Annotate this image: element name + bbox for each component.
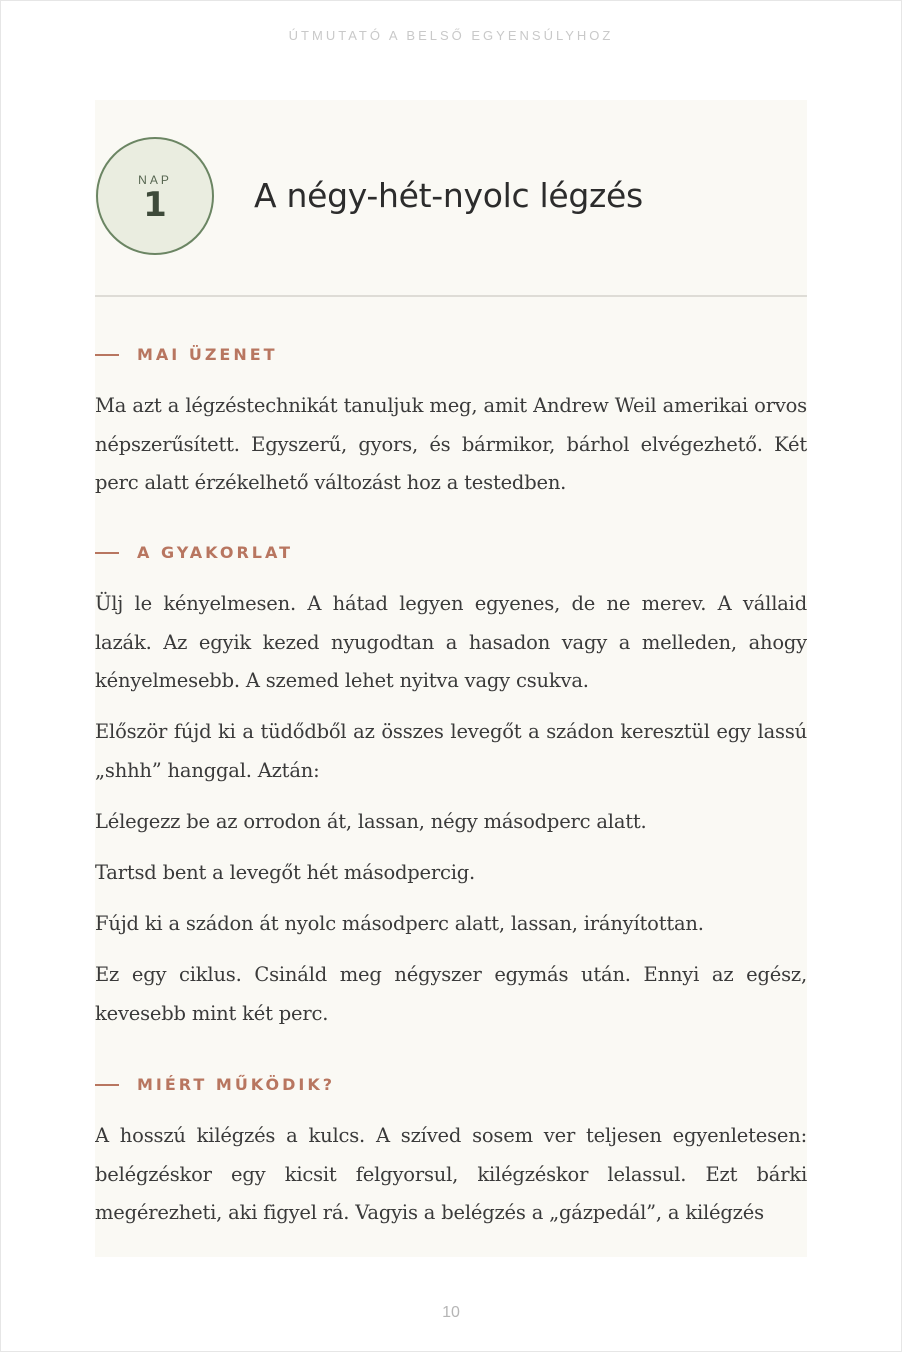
section-heading-label: MIÉRT MŰKÖDIK?	[137, 1075, 335, 1094]
why-paragraph: A hosszú kilégzés a kulcs. A szíved sosem ver teljesen egyenletesen: belégzéskor egy kicsit felgyorsul, kilégzéskor lelassul. Ezt bárki megérezheti, aki figyel rá. Vagyis a belégzés a „gázpedál”, a kilégzés	[95, 1124, 807, 1224]
heading-dash	[95, 552, 119, 554]
content-panel	[95, 100, 807, 1257]
exercise-step: Lélegezz be az orrodon át, lassan, négy másodperc alatt.	[95, 810, 647, 833]
running-header: ÚTMUTATÓ A BELSŐ EGYENSÚLYHOZ	[288, 28, 614, 43]
chapter-title: A négy-hét-nyolc légzés	[254, 176, 643, 215]
section-heading-exercise	[95, 543, 293, 562]
day-label: NAP	[138, 173, 172, 187]
heading-dash	[95, 354, 119, 356]
section-heading-label: A GYAKORLAT	[137, 543, 294, 562]
exercise-paragraph: Ez egy ciklus. Csináld meg négyszer egymás után. Ennyi az egész, kevesebb mint két perc.	[95, 963, 807, 1025]
chapter-header	[95, 100, 807, 297]
exercise-step: Tartsd bent a levegőt hét másodpercig.	[95, 861, 476, 884]
day-badge	[96, 137, 214, 255]
heading-dash	[95, 1084, 119, 1086]
section-heading-why	[95, 1075, 335, 1094]
message-paragraph: Ma azt a légzéstechnikát tanuljuk meg, amit Andrew Weil amerikai orvos népszerűsített. Egyszerű, gyors, és bármikor, bárhol elvégezhető. Két perc alatt érzékelhető változást hoz a testedben.	[95, 394, 807, 494]
exercise-step: Fújd ki a szádon át nyolc másodperc alatt, lassan, irányítottan.	[95, 912, 704, 935]
section-heading-message	[95, 345, 278, 364]
exercise-paragraph: Ülj le kényelmesen. A hátad legyen egyenes, de ne merev. A vállaid lazák. Az egyik kezed nyugodtan a hasadon vagy a melleden, ahogy kényelmesebb. A szemed lehet nyitva vagy csukva.	[95, 592, 807, 692]
exercise-paragraph: Először fújd ki a tüdődből az összes levegőt a szádon keresztül egy lassú „shhh” hanggal. Aztán:	[95, 720, 807, 782]
page-number: 10	[442, 1304, 460, 1321]
section-heading-label: MAI ÜZENET	[137, 345, 278, 364]
day-number: 1	[143, 185, 167, 225]
